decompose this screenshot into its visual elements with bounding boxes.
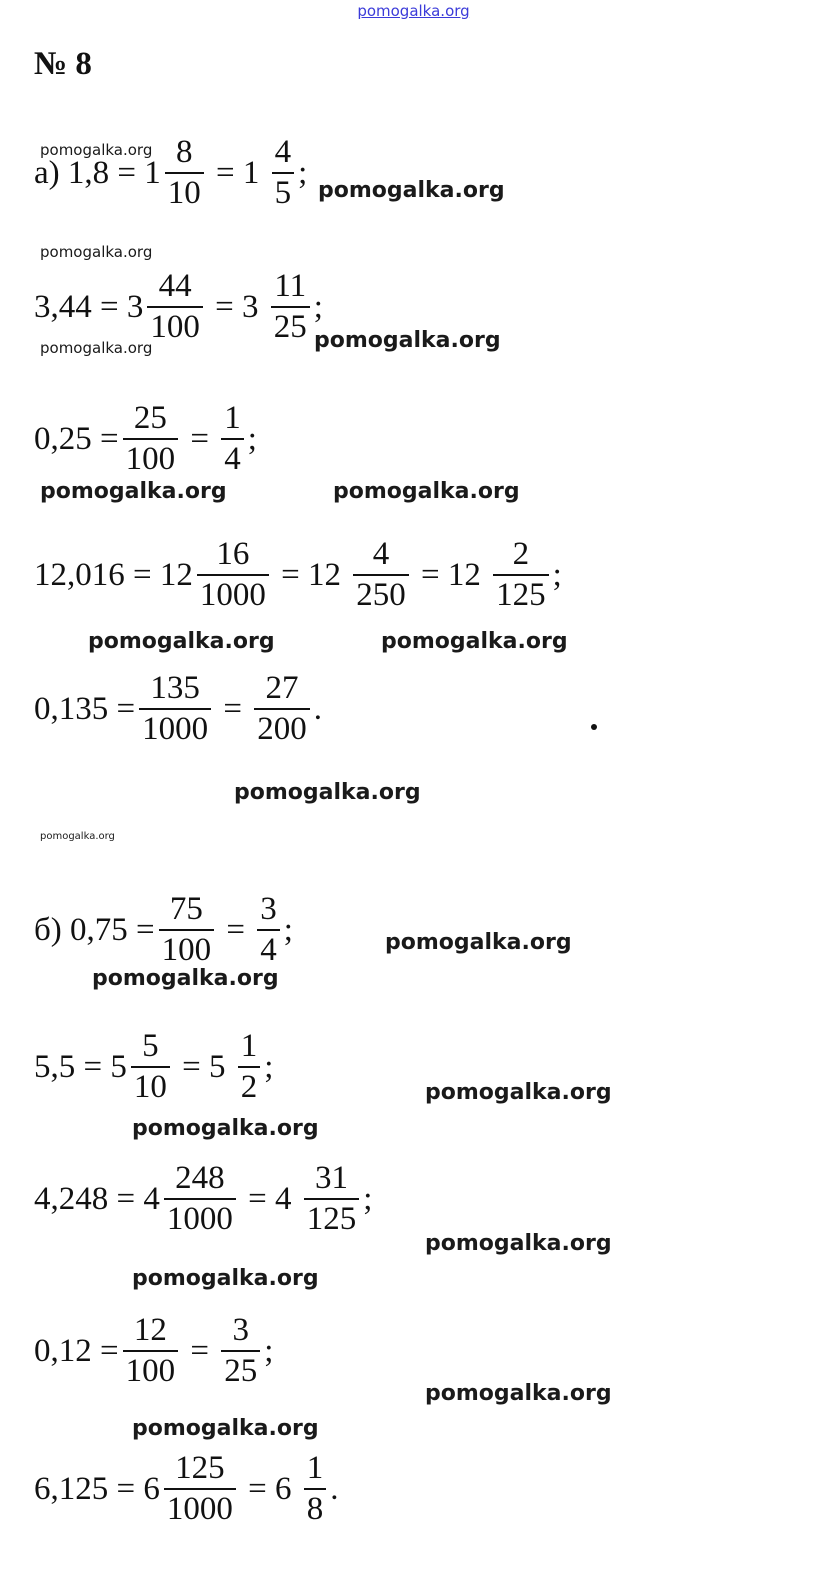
fraction-denominator: 8: [304, 1488, 327, 1526]
equation-term: =: [218, 911, 254, 948]
watermark: pomogalka.org: [132, 1116, 319, 1141]
fraction-denominator: 1000: [164, 1198, 236, 1236]
equation-b5: [34, 1452, 339, 1526]
watermark: pomogalka.org: [381, 629, 568, 654]
fraction: [221, 402, 244, 476]
equation-term: ;: [313, 288, 323, 325]
equation-term: ;: [283, 911, 293, 948]
fraction-denominator: 10: [131, 1066, 170, 1104]
fraction-numerator: 3: [232, 1312, 249, 1348]
equation-term: = 1: [207, 154, 268, 191]
equation-a5: [34, 672, 322, 746]
fraction-numerator: 25: [133, 400, 167, 436]
fraction: [164, 1452, 236, 1526]
page-title: № 8: [34, 46, 92, 82]
equation-term: =: [215, 690, 251, 727]
equation-term: 0,135 =: [34, 690, 136, 727]
equation-term: = 5: [173, 1048, 234, 1085]
fraction: [164, 1162, 236, 1236]
watermark: pomogalka.org: [425, 1231, 612, 1256]
fraction: [159, 893, 215, 967]
fraction-numerator: 4: [274, 134, 292, 170]
fraction-numerator: 1: [240, 1028, 258, 1064]
equation-a2: [34, 270, 323, 344]
fraction-denominator: 100: [123, 438, 179, 476]
fraction-numerator: 11: [274, 268, 307, 304]
equation-b3: [34, 1162, 372, 1236]
fraction-numerator: 135: [150, 670, 200, 706]
equation-term: ;: [264, 1332, 274, 1369]
watermark: pomogalka.org: [318, 178, 505, 203]
fraction: [147, 270, 203, 344]
equation-term: ;: [552, 556, 562, 593]
fraction-denominator: 200: [254, 708, 310, 746]
equation-term: =: [182, 1332, 218, 1369]
watermark: pomogalka.org: [132, 1266, 319, 1291]
fraction-denominator: 125: [493, 574, 549, 612]
fraction-numerator: 2: [512, 536, 530, 572]
fraction-denominator: 25: [221, 1350, 260, 1388]
watermark: pomogalka.org: [132, 1416, 319, 1441]
fraction-numerator: 125: [175, 1450, 225, 1486]
equation-term: = 6: [239, 1470, 300, 1507]
watermark: pomogalka.org: [425, 1381, 612, 1406]
fraction-denominator: 4: [221, 438, 244, 476]
fraction: [271, 270, 310, 344]
equation-term: .: [313, 690, 322, 727]
fraction: [304, 1162, 360, 1236]
equation-term: 12,016 = 12: [34, 556, 193, 593]
equation-b2: [34, 1030, 273, 1104]
watermark: pomogalka.org: [40, 339, 153, 357]
watermark: pomogalka.org: [88, 629, 275, 654]
equation-term: = 3: [206, 288, 267, 325]
equation-term: ;: [247, 420, 257, 457]
fraction: [123, 402, 179, 476]
fraction-numerator: 1: [306, 1450, 324, 1486]
equation-b1: [34, 893, 293, 967]
equation-a4: [34, 538, 562, 612]
equation-term: ;: [298, 154, 308, 191]
watermark: pomogalka.org: [234, 780, 421, 805]
equation-term: 0,12 =: [34, 1332, 119, 1369]
fraction-numerator: 5: [142, 1028, 159, 1064]
fraction-numerator: 12: [133, 1312, 167, 1348]
fraction-numerator: 4: [372, 536, 390, 572]
equation-term: =: [182, 420, 218, 457]
fraction: [165, 136, 204, 210]
fraction-numerator: 8: [176, 134, 193, 170]
equation-term: а) 1,8 = 1: [34, 154, 161, 191]
fraction: [257, 893, 280, 967]
watermark: pomogalka.org: [40, 479, 227, 504]
watermark: pomogalka.org: [333, 479, 520, 504]
fraction-denominator: 25: [271, 306, 310, 344]
fraction-denominator: 100: [147, 306, 203, 344]
fraction-numerator: 27: [265, 670, 299, 706]
fraction: [123, 1314, 179, 1388]
stray-dot: [591, 724, 597, 730]
fraction-numerator: 44: [158, 268, 192, 304]
fraction-numerator: 248: [175, 1160, 225, 1196]
watermark: pomogalka.org: [40, 141, 153, 159]
fraction: [131, 1030, 170, 1104]
equation-b4: [34, 1314, 273, 1388]
fraction-denominator: 5: [272, 172, 295, 210]
equation-term: 0,25 =: [34, 420, 119, 457]
equation-term: ;: [264, 1048, 274, 1085]
fraction-numerator: 75: [169, 891, 203, 927]
fraction: [197, 538, 269, 612]
watermark: pomogalka.org: [385, 930, 572, 955]
equation-a3: [34, 402, 257, 476]
fraction-denominator: 4: [257, 929, 280, 967]
fraction: [304, 1452, 327, 1526]
equation-term: 3,44 = 3: [34, 288, 144, 325]
watermark: pomogalka.org: [425, 1080, 612, 1105]
fraction-numerator: 3: [260, 891, 277, 927]
fraction-denominator: 125: [304, 1198, 360, 1236]
watermark: pomogalka.org: [92, 966, 279, 991]
site-link[interactable]: pomogalka.org: [357, 2, 470, 20]
equation-term: .: [330, 1470, 339, 1507]
fraction-denominator: 2: [238, 1066, 261, 1104]
equation-term: б) 0,75 =: [34, 911, 155, 948]
fraction-numerator: 1: [224, 400, 241, 436]
fraction-numerator: 31: [315, 1160, 348, 1196]
fraction: [353, 538, 409, 612]
equation-term: = 12: [412, 556, 490, 593]
equation-term: 5,5 = 5: [34, 1048, 127, 1085]
fraction: [221, 1314, 260, 1388]
fraction-numerator: 16: [216, 536, 250, 572]
fraction-denominator: 10: [165, 172, 204, 210]
watermark: pomogalka.org: [314, 328, 501, 353]
equation-term: ;: [363, 1180, 373, 1217]
fraction: [238, 1030, 261, 1104]
fraction: [272, 136, 295, 210]
equation-term: 6,125 = 6: [34, 1470, 160, 1507]
fraction: [493, 538, 549, 612]
fraction: [254, 672, 310, 746]
equation-term: = 4: [239, 1180, 300, 1217]
watermark: pomogalka.org: [40, 831, 115, 842]
fraction-denominator: 1000: [197, 574, 269, 612]
fraction-denominator: 1000: [164, 1488, 236, 1526]
fraction-denominator: 250: [353, 574, 409, 612]
watermark: pomogalka.org: [40, 243, 153, 261]
equation-term: = 12: [272, 556, 350, 593]
fraction-denominator: 1000: [139, 708, 211, 746]
fraction-denominator: 100: [123, 1350, 179, 1388]
fraction: [139, 672, 211, 746]
equation-term: 4,248 = 4: [34, 1180, 160, 1217]
fraction-denominator: 100: [159, 929, 215, 967]
